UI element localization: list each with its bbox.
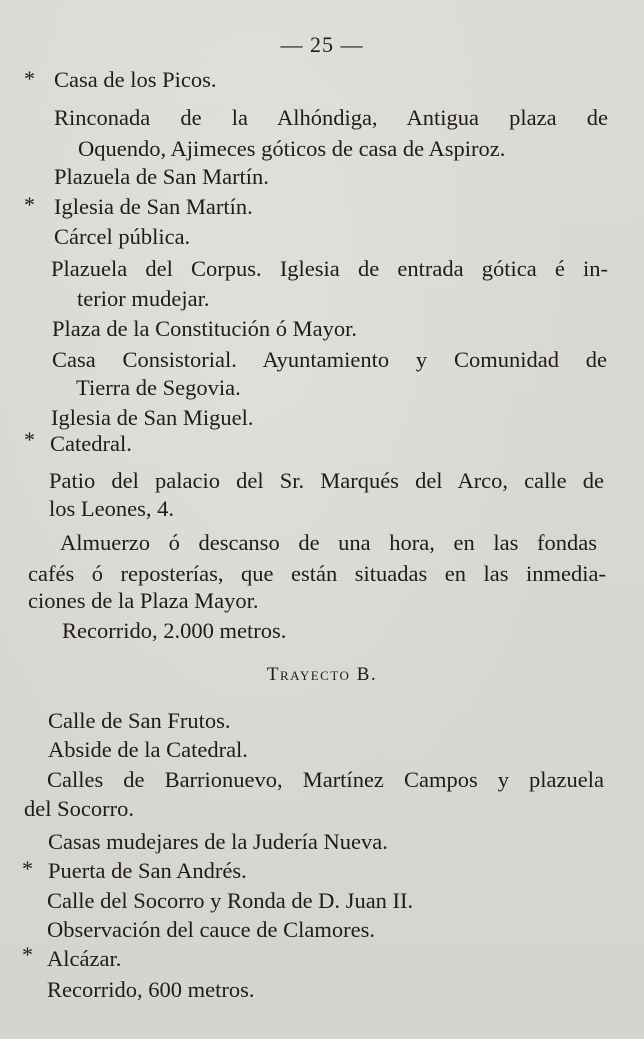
list-item: Calle del Socorro y Ronda de D. Juan II. bbox=[47, 888, 414, 913]
list-item: Calle de San Frutos. bbox=[48, 708, 231, 733]
paragraph-line: ciones de la Plaza Mayor. bbox=[28, 588, 259, 613]
section-heading: Trayecto B. bbox=[266, 664, 378, 685]
asterisk-mark: * bbox=[24, 427, 35, 452]
list-item-continuation: los Leones, 4. bbox=[49, 496, 174, 521]
asterisk-mark: * bbox=[24, 66, 35, 91]
paragraph-line: cafés ó reposterías, que están situadas en las inmedia- bbox=[28, 561, 606, 586]
list-item: Catedral. bbox=[50, 431, 132, 456]
list-item: Calles de Barrionuevo, Martínez Campos y plazuela bbox=[47, 767, 604, 792]
distance-total: Recorrido, 2.000 metros. bbox=[62, 618, 287, 643]
list-item: Rinconada de la Alhóndiga, Antigua plaza de bbox=[54, 105, 608, 130]
asterisk-mark: * bbox=[22, 942, 33, 967]
asterisk-mark: * bbox=[24, 192, 35, 217]
list-item-continuation: Oquendo, Ajimeces góticos de casa de Aspiroz. bbox=[78, 136, 506, 161]
asterisk-mark: * bbox=[22, 856, 33, 881]
list-item-continuation: Tierra de Segovia. bbox=[76, 375, 241, 400]
list-item: Alcázar. bbox=[47, 946, 122, 971]
list-item-continuation: terior mudejar. bbox=[77, 286, 210, 311]
page-number: — 25 — bbox=[280, 32, 364, 57]
list-item: Casa Consistorial. Ayuntamiento y Comunidad de bbox=[52, 347, 607, 372]
list-item: Plazuela del Corpus. Iglesia de entrada gótica é in- bbox=[51, 256, 608, 281]
list-item: Abside de la Catedral. bbox=[48, 737, 248, 762]
list-item: Iglesia de San Miguel. bbox=[51, 405, 254, 430]
list-item: Cárcel pública. bbox=[54, 224, 191, 249]
list-item-continuation: del Socorro. bbox=[24, 796, 134, 821]
list-item: Casas mudejares de la Judería Nueva. bbox=[48, 829, 388, 854]
paragraph-line: Almuerzo ó descanso de una hora, en las fondas bbox=[60, 530, 597, 555]
list-item: Puerta de San Andrés. bbox=[48, 858, 247, 883]
list-item: Plazuela de San Martín. bbox=[54, 164, 269, 189]
list-item: Observación del cauce de Clamores. bbox=[47, 917, 375, 942]
list-item: Casa de los Picos. bbox=[54, 67, 217, 92]
distance-total: Recorrido, 600 metros. bbox=[47, 977, 255, 1002]
list-item: Plaza de la Constitución ó Mayor. bbox=[52, 316, 357, 341]
list-item: Iglesia de San Martín. bbox=[54, 194, 253, 219]
list-item: Patio del palacio del Sr. Marqués del Arco, calle de bbox=[49, 468, 604, 493]
